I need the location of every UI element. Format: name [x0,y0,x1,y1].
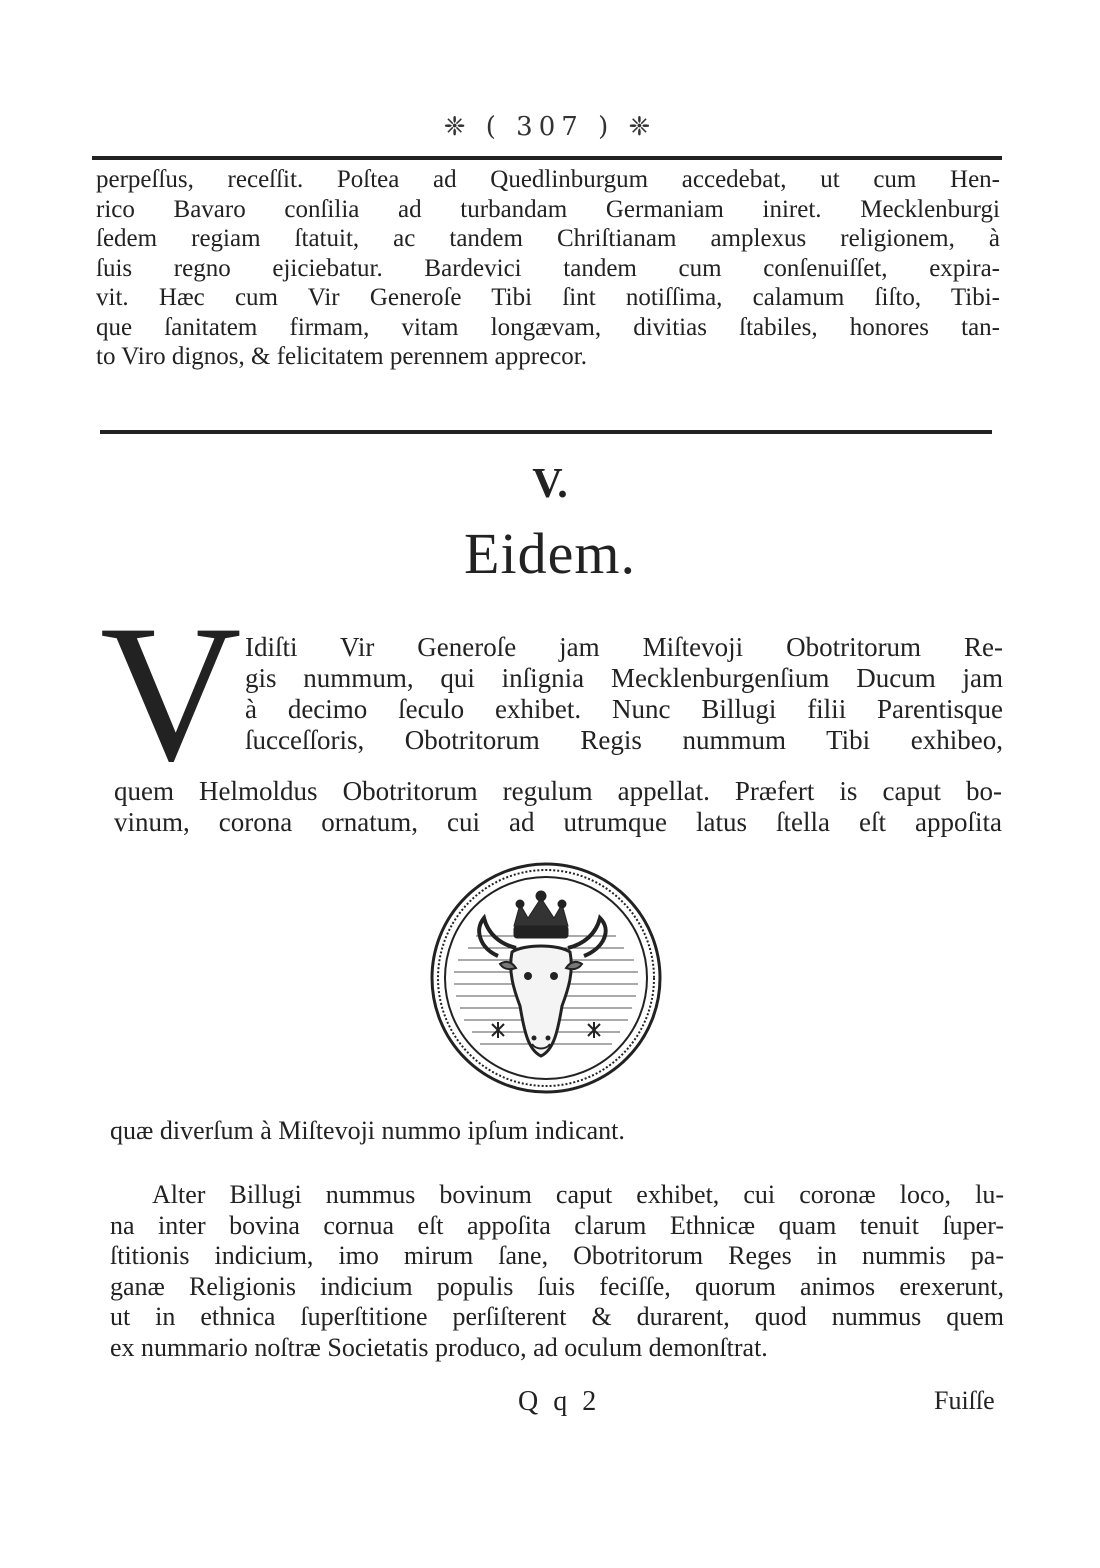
catchword: Fuiſſe [934,1386,995,1415]
text-line: ſtitionis indicium, imo mirum ſane, Obotritorum Reges in nummis pa- [110,1241,1004,1270]
paragraph-coin-caption [110,1116,960,1146]
coin-bull-head-crown-icon [428,860,666,1096]
section-number: V. [532,461,568,507]
drop-cap: V [100,585,242,802]
text-line: perpeſſus, receſſit. Poſtea ad Quedlinburgum accedebat, ut cum Hen- [96,166,1000,193]
text-line: gis nummum, qui inſignia Mecklenburgenſium Ducum jam [245,663,1003,693]
text-line: ut in ethnica ſuperſtitione perſiſterent & durarent, quod nummus quem [110,1302,1004,1331]
text-line: quæ diverſum à Miſtevoji nummo ipſum indicant. [110,1116,625,1145]
text-line: vit. Hæc cum Vir Generoſe Tibi ſint notiſſima, calamum ſiſto, Tibi- [96,284,1000,311]
paragraph-intro-indented [245,632,1003,756]
text-line: quem Helmoldus Obotritorum regulum appellat. Præfert is caput bo- [114,776,1002,806]
text-line: rico Bavaro conſilia ad turbandam Germaniam iniret. Mecklenburgi [96,195,1000,223]
text-line: Idiſti Vir Generoſe jam Miſtevoji Obotritorum Re- [245,632,1003,662]
text-line: Alter Billugi nummus bovinum caput exhibet, cui coronæ loco, lu- [152,1180,1004,1209]
text-line: ſuis regno ejiciebatur. Bardevici tandem cum conſenuiſſet, expira- [96,254,1000,282]
section-rule [100,430,992,434]
text-line: à decimo ſeculo exhibet. Nunc Billugi filii Parentisque [245,694,1003,724]
paragraph-closing-letter [96,165,1000,372]
paragraph-second-coin [110,1180,1004,1363]
text-line: ex nummario noſtræ Societatis produco, ad oculum demonſtrat. [110,1332,768,1362]
text-line: que ſanitatem firmam, vitam longævam, divitias ſtabiles, honores tan- [96,313,1000,341]
page-header: ❈ ( 307 ) ❈ [443,112,657,142]
paragraph-intro-continued [114,776,1002,838]
text-line: ganæ Religionis indicium populis ſuis feciſſe, quorum animos erexerunt, [110,1271,1004,1301]
text-line: vinum, corona ornatum, cui ad utrumque latus ſtella eſt appoſita [114,807,1002,837]
text-line: to Viro dignos, & felicitatem perennem apprecor. [96,343,587,370]
text-line: ſucceſſoris, Obotritorum Regis nummum Tibi exhibeo, [245,725,1003,755]
text-line: ſedem regiam ſtatuit, ac tandem Chriſtianam amplexus religionem, à [96,225,1000,252]
signature-mark: Q q 2 [518,1386,601,1417]
text-line: na inter bovina cornua eſt appoſita clarum Ethnicæ quam tenuit ſuper- [110,1210,1004,1240]
section-title: Eidem. [464,521,636,586]
header-rule [92,156,1002,160]
